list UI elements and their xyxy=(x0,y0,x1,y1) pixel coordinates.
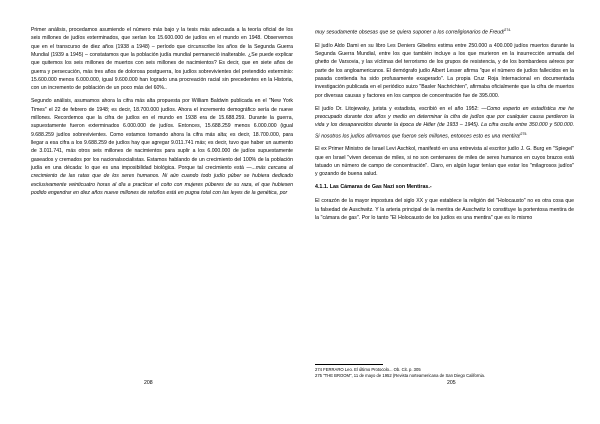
left-paragraph-2-text: Segundo análisis, asumamos ahora la cifra más alta propuesta por William Baldwin publicada en el "New York Times" el 22 de febrero de 1948; es decir, 18.700.000 judíos. Ahora el incremento demográfico sería de nueve millones. Recordemos que la cifra de judíos en el mundo en 1938 era de 15.688.259. Durante la guerra, supuestamente fueron exterminados 6.000.000 de judíos. Entonces, 15.688.259 menos 6.000.000 (igual 9.688.259 judíos sobrevivientes. Como estamos tomando ahora la cifra más alta; es decir, 18.700.000, para llegar a esa cifra a los 9.688.259 de judíos hay que agregar 9.011.741 más; es decir, tuvo que haber un aumento de 3.011.741, más otros seis millones de nacimientos para suplir a los 6.000.000 de judíos supuestamente gaseados y cremados por los nacionalsocialistas. Estamos hablando de un crecimiento del 100% de la población judía en una década: lo que es una imposibilidad biológica. Porque tal crecimiento está xyxy=(31,98,293,172)
right-paragraph-5: El corazón de la mayor impostura del siglo XX y que establece la religión del "Holocausto" no es otra cosa que la falsedad de Auschwitz. Y la arteria principal de la mentira de Auschwitz lo constituye la portentosa mentira de la "cámara de gas". Por lo tanto "El Holocausto de los judíos es una mentira" que es lo mismo xyxy=(315,198,574,221)
left-page xyxy=(31,26,293,202)
footnotes xyxy=(315,364,574,379)
right-paragraph-3 xyxy=(315,105,574,141)
left-paragraph-2 xyxy=(31,97,293,197)
footnote-rule xyxy=(315,364,383,365)
left-paragraph-2-quote: —...más cercana al crecimiento de las ratas que de los seres humanos. Ni aún cuando todo judío púber se hubiera dedicado exclusivamente veinticuatro horas al día a practicar el coito con mujeres púberes de su raza, el que hubiesen podido engendrar en diez años nueve millones de retoños está en pugna total con las leyes de la genética, por xyxy=(31,165,293,197)
footnote-ref-275: 275. xyxy=(520,131,528,136)
right-paragraph-1 xyxy=(315,26,574,37)
left-page-number: 208 xyxy=(144,380,153,386)
section-heading: 4.1.1. Las Cámaras de Gas Nazi son Mentiras.- xyxy=(315,184,432,191)
right-paragraph-4: El ex Primer Ministro de Israel Levi Aschkol, manifestó en una entrevista al escritor judío J. G. Burg en "Spiegel" que en Israel "viven decenas de miles, si no son centenares de miles de seres humanos en cuyos brazos está tatuado un número de campo de concentración". Claro, en algún lugar tenían que estar los "milagrosos judíos" y gozando de buena salud. xyxy=(315,146,574,178)
footnote-275: 275 "THE BROOM", 11 de mayo de 1952 (Revista norteamericana de San Diego California. xyxy=(315,373,486,378)
right-paragraph-1-quote: muy sesudamente obsesas que se quiera suponer a los correligionarios de Freud! xyxy=(315,29,505,36)
right-page-number: 205 xyxy=(447,380,456,386)
right-paragraph-3-text: El judío Dr. Litojewsky, jurista y estadista, escribió en el año 1952: — xyxy=(315,105,487,112)
footnote-ref-274: 274. xyxy=(504,28,512,32)
left-paragraph-1: Primer análisis, procedamos asumiendo el número más bajo y la tesis más adecuada a la teoría oficial de los seis millones de judíos exterminados, que serían los 15.600.000 de judíos en el mundo en 1948. Observemos que en el transcurso de diez años (1938 a 1948) – período que circunscribe los años de la Segunda Guerra Mundial (1939 a 1945) – constatamos que la población judía mundial permaneció inalterable. ¿Se puede explicar que quitemos los seis millones de muertos con seis millones de nacimientos? Es decir, que en siete años de guerra y persecución, más tres años de dolorosa postguerra, los judíos sobrevivientes del pretendido exterminio: 15.600.000 menos 6.000.000, igual 9.600.000 han logrado una procreación racial sin precedentes en la Historia, con un incremento de población de un poco más del 60%.. xyxy=(31,27,293,92)
right-page xyxy=(315,26,574,227)
right-paragraph-2: El judío Aldo Dami en su libro Les Deniers Gibelins estima entre 250.000 a 400.000 judíos muertos durante la Segunda Guerra Mundial, entre los que también incluye a los que murieron en la insurrección armada del ghetto de Varsovia, y las víctimas del terrorismo de los grupos de resistencia, y de los bombardeos aéreos por parte de los angloamericanos. El demógrafo judío Albert Lesser afirma "que el número de judíos fallecidos en la pasada contienda ha sido profusamente exagerado". La propia Cruz Roja Internacional en documentada investigación publicada en el periódico suizo "Basler Nachrichten", afirmaba oficialmente que la cifra de muertos por diversas causas y factores en los campos de concentración fue de 395.000. xyxy=(315,42,574,99)
footnote-274: 274 FERRARO Leo. El último Protocolo... Ob. Cit. p. 305 xyxy=(315,367,421,372)
right-paragraph-3-quote: Como experto en estadística me he preocupado durante dos años y medio en determinar la cifra de judíos que por cualquier causa perdieron la vida y los desaparecidos durante la época de Hitler (de 1933 – 1945). La cifra oscila entre 350.000 y 500.000. Si nosotros los judíos afirmamos que fueron seis millones, entonces esto es una mentira! xyxy=(315,105,574,140)
